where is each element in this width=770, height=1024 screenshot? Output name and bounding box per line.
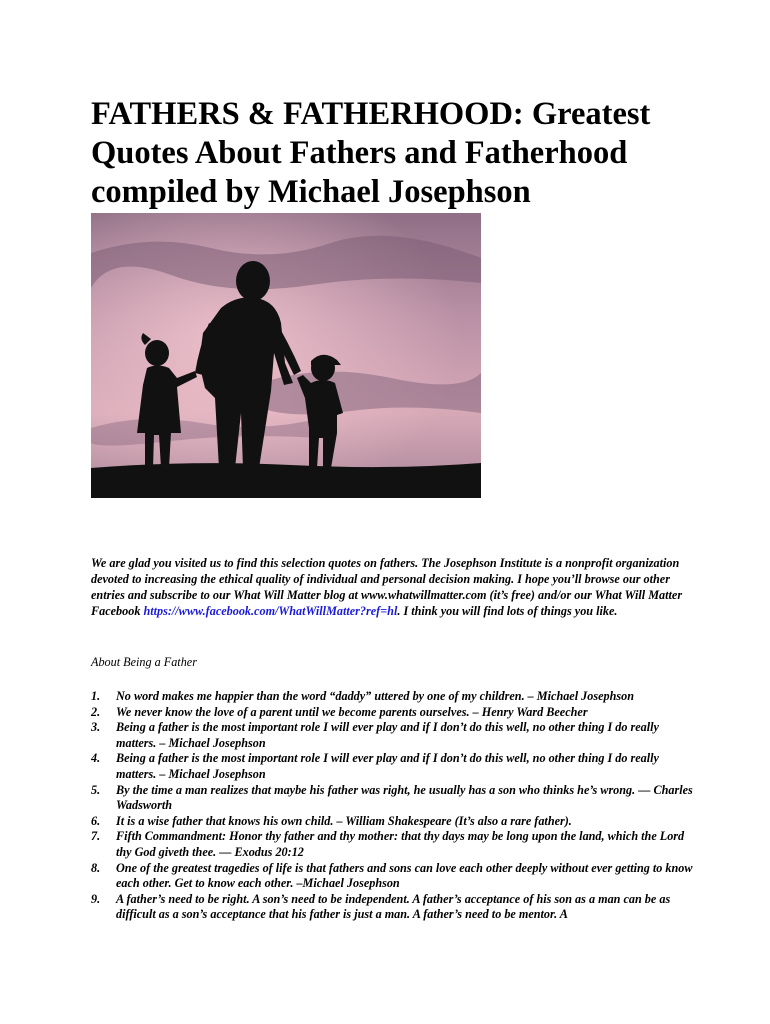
intro-end-text: . I think you will find lots of things you like.: [397, 604, 618, 618]
quote-item: [91, 751, 696, 782]
quote-text: A father’s need to be right. A son’s need to be independent. A father’s acceptance of his son as a man can be as difficult as a son’s acceptance that his father is just a man. A father’s need to be mentor. A: [116, 891, 671, 922]
document-title: FATHERS & FATHERHOOD: Greatest Quotes About Fathers and Fatherhood compiled by Michael Josephson: [91, 96, 651, 210]
intro-paragraph: [91, 555, 691, 619]
quote-number: 2.: [91, 704, 101, 719]
quote-number: 8.: [91, 860, 101, 875]
intro-text: We are glad you visited us to find this selection quotes on fathers. The Josephson Institute is a nonprofit organization devoted to increasing the ethical quality of individual and personal decision making. I hope you’ll browse our other entries and subscribe to our What Will Matter blog at www.whatwillmatter.com (it’s free) and/or our What Will Matter Facebook: [91, 556, 683, 618]
quote-text: It is a wise father that knows his own child. – William Shakespeare (It’s also a rare father).: [116, 813, 572, 828]
quote-text: We never know the love of a parent until we become parents ourselves. – Henry Ward Beecher: [116, 704, 588, 719]
quote-number: 7.: [91, 829, 101, 844]
quote-number: 1.: [91, 689, 101, 703]
quote-item: [91, 783, 696, 814]
quote-item: [91, 829, 696, 860]
section-heading: About Being a Father: [91, 655, 197, 669]
quote-number: 9.: [91, 891, 101, 906]
quote-text: Fifth Commandment: Honor thy father and thy mother: that thy days may be long upon the land, which the Lord thy God giveth thee. — Exodus 20:12: [116, 829, 685, 859]
quote-text: One of the greatest tragedies of life is that fathers and sons can love each other deeply without ever getting to know each other. Get to know each other. –Michael Josephson: [116, 860, 693, 891]
quote-number: 5.: [91, 782, 101, 797]
quote-text: No word makes me happier than the word “daddy” uttered by one of my children. – Michael Josephson: [116, 689, 634, 703]
facebook-link[interactable]: https://www.facebook.com/WhatWillMatter?ref=hl: [143, 604, 398, 618]
quote-item: [91, 705, 696, 721]
quote-item: [91, 892, 696, 923]
quote-item: [91, 689, 696, 705]
quote-item: [91, 720, 696, 751]
quote-text: By the time a man realizes that maybe his father was right, he usually has a son who thinks he’s wrong. — Charles Wadsworth: [116, 782, 693, 813]
quote-number: 3.: [91, 720, 101, 735]
father-children-silhouette-image: [91, 213, 481, 498]
quote-number: 6.: [91, 813, 101, 828]
quote-number: 4.: [91, 751, 101, 766]
quote-item: [91, 814, 696, 830]
quote-list: [91, 689, 696, 923]
quote-item: [91, 861, 696, 892]
quote-text: Being a father is the most important role I will ever play and if I don’t do this well, no other thing I do really matters. – Michael Josephson: [116, 751, 659, 781]
quote-text: Being a father is the most important role I will ever play and if I don’t do this well, no other thing I do really matters. – Michael Josephson: [116, 720, 659, 750]
